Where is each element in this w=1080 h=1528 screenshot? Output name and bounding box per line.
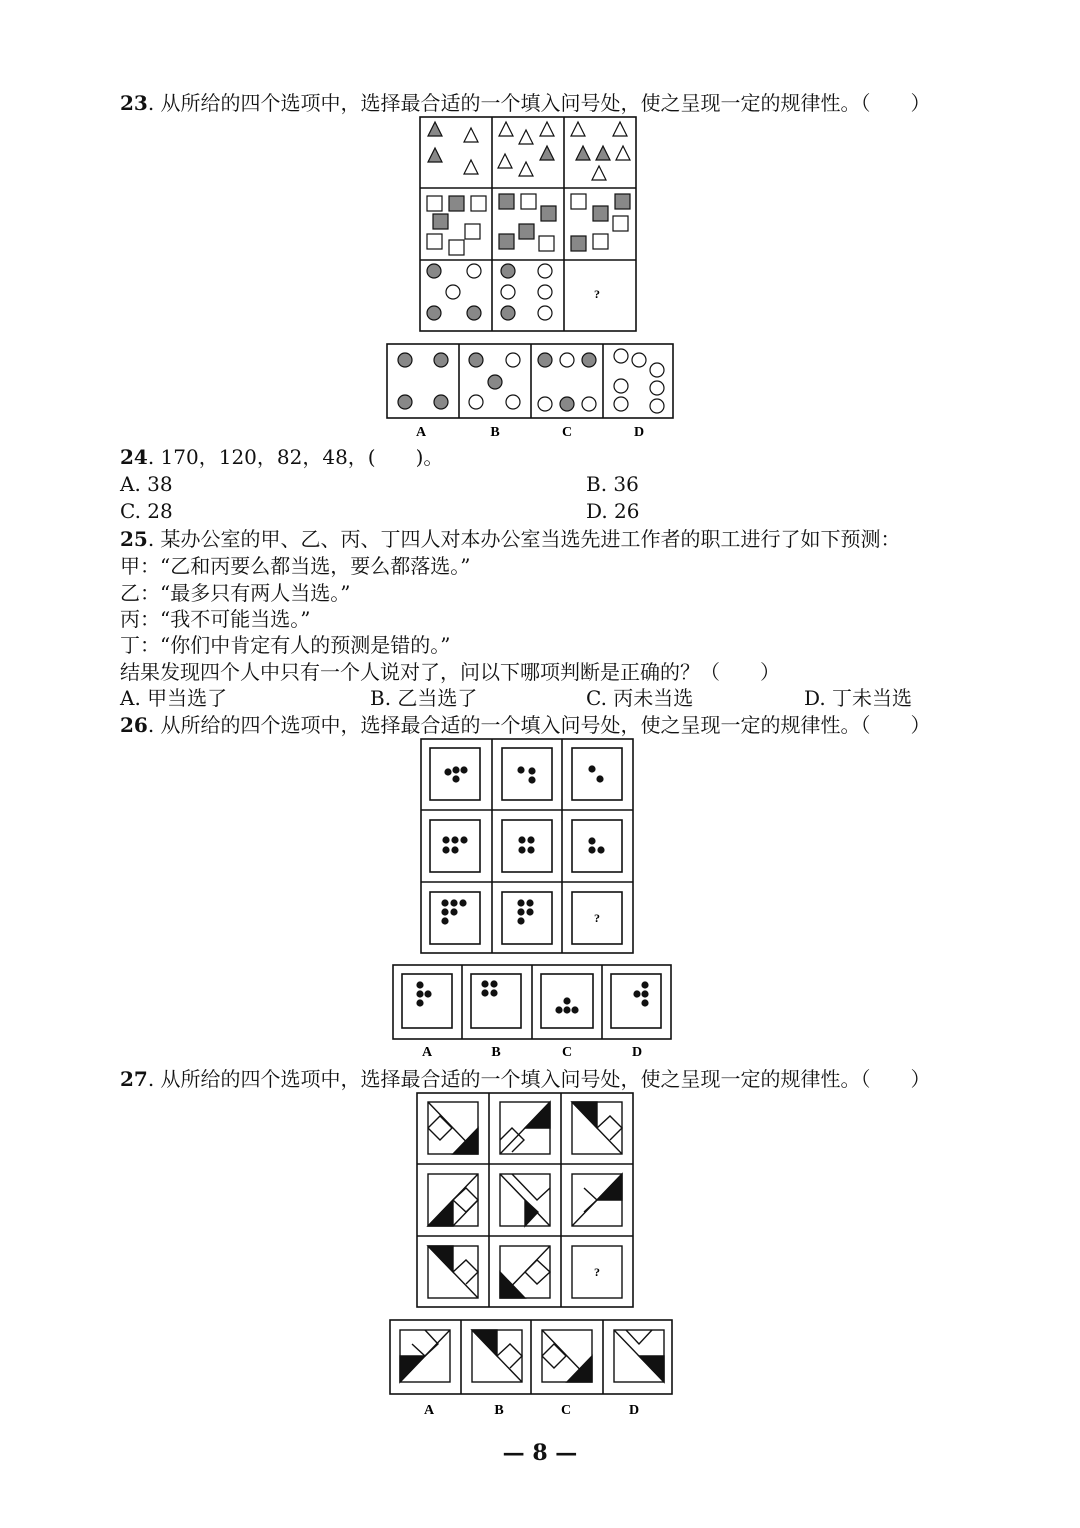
triangle-shape [428,122,442,136]
q24-stem [120,444,443,470]
circle-shape [560,353,574,367]
circle-shape [560,397,574,411]
dot-shape [526,908,533,915]
dot-shape [452,775,459,782]
q27-stem [120,1066,931,1092]
q24-number: 24 [120,445,148,469]
triangle-shape [464,128,478,142]
dot-shape [588,765,595,772]
q26-question-mark: ? [594,911,600,925]
square-shape [499,234,514,249]
square-shape [571,236,586,251]
triangle-shape [592,166,606,180]
circle-shape [427,264,441,278]
triangle-shape [540,122,554,136]
triangle-shape [596,146,610,160]
dot-shape [518,836,525,843]
q24-option-d[interactable]: D. 26 [586,499,640,523]
q26-number: 26 [120,713,148,737]
circle-shape [650,363,664,377]
dot-shape [526,899,533,906]
dot-shape [450,908,457,915]
circle-shape [398,353,412,367]
circle-shape [469,395,483,409]
square-shape [521,194,536,209]
circle-shape [538,306,552,320]
option-label-d: D [631,1045,643,1060]
triangle-shape [613,122,627,136]
dot-shape [563,997,570,1004]
circle-shape [467,264,481,278]
q27-matrix [416,1092,636,1308]
circle-shape [506,353,520,367]
dot-shape [528,776,535,783]
dot-shape [459,899,466,906]
circle-shape [467,306,481,320]
option-label-a: A [415,425,427,440]
q25-stem [120,526,901,552]
dot-shape [481,989,488,996]
dot-shape [518,846,525,853]
square-shape [499,194,514,209]
square-shape [465,224,480,239]
q23-stem [120,90,931,116]
square-shape [571,194,586,209]
dot-shape [527,836,534,843]
dot-shape [450,899,457,906]
dot-shape [442,836,449,843]
square-shape [433,214,448,229]
dot-shape [588,837,595,844]
option-label-a: A [423,1403,435,1418]
q24-option-a[interactable]: A. 38 [120,472,173,496]
dot-shape [441,908,448,915]
circle-shape [501,285,515,299]
square-shape [541,206,556,221]
circle-shape [582,397,596,411]
circle-shape [538,397,552,411]
q25-statement-bing: 丙：“我不可能当选。” [120,607,311,631]
dot-shape [641,999,648,1006]
q24-text: . 170，120，82，48，( )。 [147,445,444,469]
square-shape [471,196,486,211]
q24-option-b[interactable]: B. 36 [586,472,639,496]
q26-stem [120,712,931,738]
circle-shape [538,264,552,278]
q23-matrix [419,116,639,332]
dot-shape [517,766,524,773]
circle-shape [501,306,515,320]
circle-shape [614,397,628,411]
dot-shape [490,980,497,987]
square-shape [615,194,630,209]
q27-options [388,1318,674,1422]
option-label-b: B [490,425,500,440]
option-label-c: C [560,1403,572,1418]
square-shape [593,234,608,249]
circle-shape [538,285,552,299]
q26-text: . 从所给的四个选项中，选择最合适的一个填入问号处，使之呈现一定的规律性。（ ） [147,713,931,737]
dot-shape [416,990,423,997]
q25-option-b[interactable]: B. 乙当选了 [370,686,478,710]
dot-shape [442,846,449,853]
circle-shape [488,375,502,389]
dot-shape [517,899,524,906]
dot-shape [451,846,458,853]
square-shape [427,196,442,211]
q26-options [391,963,675,1063]
triangle-shape [540,146,554,160]
q25-option-c[interactable]: C. 丙未当选 [586,686,694,710]
circle-shape [614,379,628,393]
option-label-c: C [561,425,573,440]
dot-shape [460,836,467,843]
triangle-shape [428,148,442,162]
dot-shape [416,981,423,988]
dot-shape [633,990,640,997]
triangle-shape [576,146,590,160]
q24-option-c[interactable]: C. 28 [120,499,173,523]
dot-shape [563,1006,570,1013]
dot-shape [452,766,459,773]
dot-shape [641,990,648,997]
circle-shape [427,306,441,320]
circle-shape [469,353,483,367]
circle-shape [538,353,552,367]
q25-statement-ding: 丁：“你们中肯定有人的预测是错的。” [120,633,451,657]
q26-matrix [420,738,636,956]
circle-shape [434,353,448,367]
dot-shape [517,908,524,915]
q27-question-mark: ? [594,1265,600,1279]
q25-statement-yi: 乙：“最多只有两人当选。” [120,581,351,605]
circle-shape [434,395,448,409]
dot-shape [451,836,458,843]
triangle-shape [499,122,513,136]
square-shape [449,196,464,211]
dot-shape [596,775,603,782]
q27-number: 27 [120,1067,148,1091]
q25-option-a[interactable]: A. 甲当选了 [120,686,228,710]
q23-options [385,342,675,444]
q23-number: 23 [120,91,148,115]
dot-shape [588,846,595,853]
circle-shape [446,285,460,299]
square-shape [449,240,464,255]
circle-shape [398,395,412,409]
dot-shape [444,768,451,775]
q25-question: 结果发现四个人中只有一个人说对了，问以下哪项判断是正确的？（ ） [120,660,780,684]
dot-shape [441,899,448,906]
q25-statement-jia: 甲：“乙和丙要么都当选，要么都落选。” [120,554,471,578]
option-label-b: B [494,1403,504,1418]
q25-text: . 某办公室的甲、乙、丙、丁四人对本办公室当选先进工作者的职工进行了如下预测： [147,527,901,551]
triangle-shape [571,122,585,136]
dot-shape [555,1006,562,1013]
circle-shape [632,353,646,367]
dot-shape [641,981,648,988]
dot-shape [481,980,488,987]
q25-number: 25 [120,527,148,551]
dot-shape [571,1006,578,1013]
option-label-d: D [633,425,645,440]
dot-shape [597,846,604,853]
option-label-b: B [491,1045,501,1060]
square-shape [613,216,628,231]
q23-question-mark: ? [594,287,600,301]
square-shape [519,224,534,239]
option-label-c: C [561,1045,573,1060]
dot-shape [424,990,431,997]
triangle-shape [519,162,533,176]
dot-shape [441,917,448,924]
option-label-d: D [628,1403,640,1418]
triangle-shape [616,146,630,160]
q25-option-d[interactable]: D. 丁未当选 [804,686,913,710]
triangle-shape [498,154,512,168]
square-shape [539,236,554,251]
square-shape [593,206,608,221]
circle-shape [582,353,596,367]
dot-shape [517,917,524,924]
page-number: — 8 — [502,1440,578,1466]
q23-text: . 从所给的四个选项中，选择最合适的一个填入问号处，使之呈现一定的规律性。（ ） [147,91,931,115]
circle-shape [650,381,664,395]
dot-shape [416,999,423,1006]
circle-shape [650,399,664,413]
triangle-shape [464,160,478,174]
circle-shape [501,264,515,278]
option-label-a: A [421,1045,433,1060]
circle-shape [506,395,520,409]
dot-shape [460,766,467,773]
dot-shape [528,767,535,774]
square-shape [427,234,442,249]
dot-shape [490,989,497,996]
dot-shape [527,846,534,853]
q27-text: . 从所给的四个选项中，选择最合适的一个填入问号处，使之呈现一定的规律性。（ ） [147,1067,931,1091]
circle-shape [614,349,628,363]
triangle-shape [519,130,533,144]
